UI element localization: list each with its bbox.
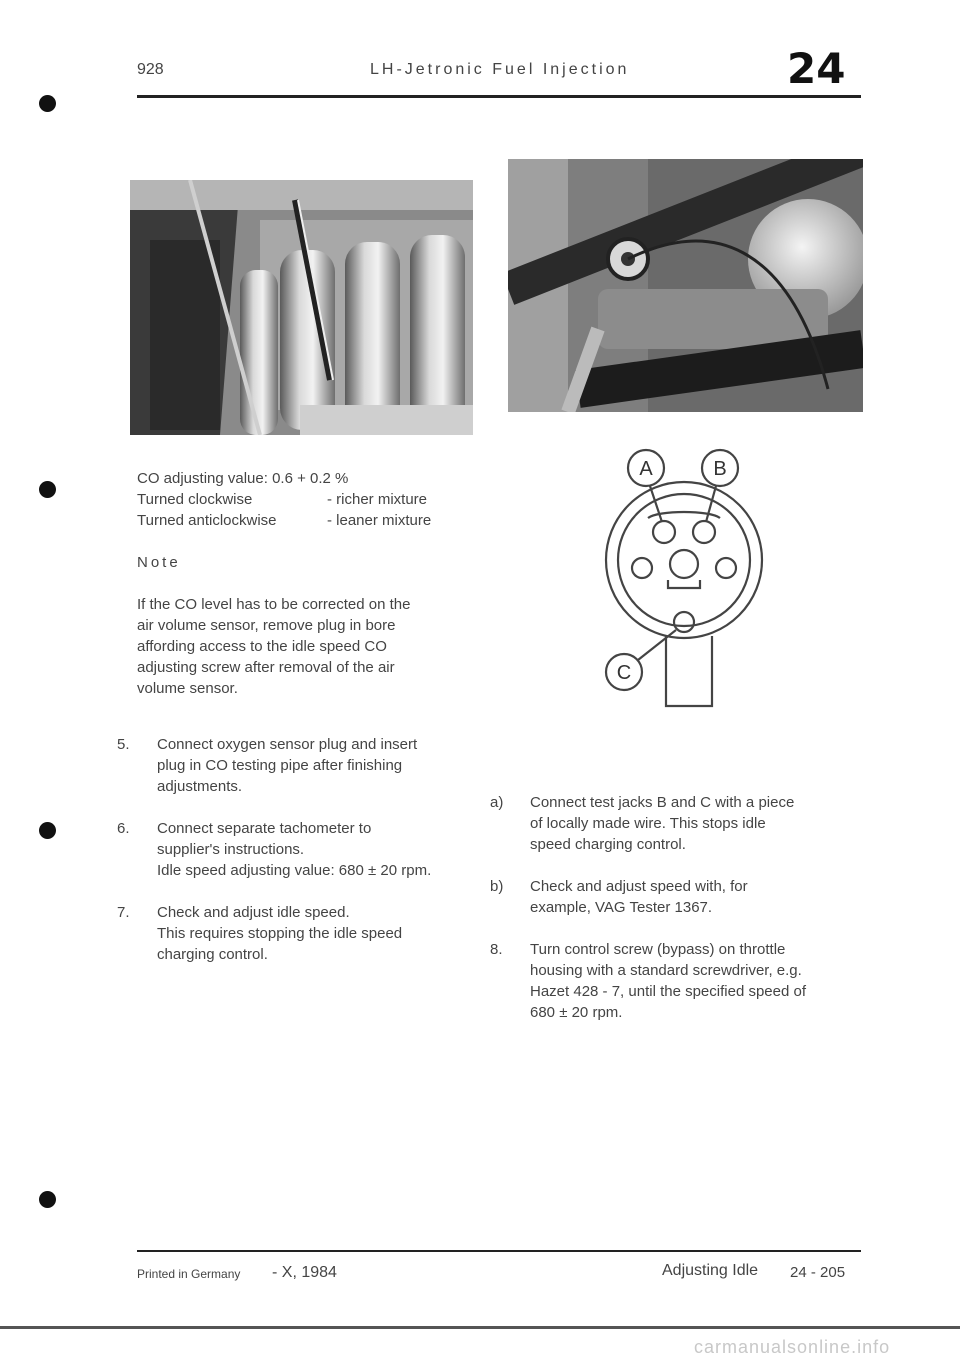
step-number: 5. — [117, 736, 130, 753]
key-notch — [668, 580, 700, 588]
punch-hole — [39, 481, 56, 498]
punch-hole — [39, 1191, 56, 1208]
step-line: adjustments. — [157, 778, 243, 795]
step-line: charging control. — [157, 946, 268, 963]
socket-b — [693, 521, 715, 543]
label-b: B — [713, 458, 727, 480]
step-line: of locally made wire. This stops idle — [530, 815, 766, 832]
step-line: Turn control screw (bypass) on throttle — [530, 941, 786, 958]
connector-outer-ring — [606, 482, 762, 638]
note-line: If the CO level has to be corrected on the — [137, 596, 411, 613]
model-number: 928 — [137, 61, 164, 78]
page-number: 24 - 205 — [790, 1264, 846, 1281]
turn-clockwise-label: Turned clockwise — [137, 491, 253, 508]
step-line: Check and adjust speed with, for — [530, 878, 748, 895]
note-line: air volume sensor, remove plug in bore — [137, 617, 396, 634]
step-number: 6. — [117, 820, 130, 837]
note-line: volume sensor. — [137, 680, 238, 697]
socket-a — [653, 521, 675, 543]
page-title: LH-Jetronic Fuel Injection — [370, 61, 630, 78]
punch-hole — [39, 822, 56, 839]
step-b — [490, 876, 870, 918]
edition: - X, 1984 — [272, 1264, 337, 1281]
connector-photo — [508, 159, 863, 412]
footer-rule — [137, 1250, 861, 1252]
punch-hole — [39, 95, 56, 112]
label-a: A — [639, 458, 653, 480]
step-line: Hazet 428 - 7, until the specified speed of — [530, 983, 807, 1000]
bottom-rule — [0, 1326, 960, 1329]
step-5 — [117, 734, 497, 797]
step-line: This requires stopping the idle speed — [157, 925, 403, 942]
chapter-number: 24 — [787, 44, 846, 93]
printed-in: Printed in Germany — [137, 1267, 241, 1281]
step-7 — [117, 902, 497, 965]
step-a — [490, 792, 870, 855]
step-6 — [117, 818, 497, 881]
step-number: 8. — [490, 941, 503, 958]
step-line: 680 ± 20 rpm. — [530, 1004, 623, 1021]
socket-center — [670, 550, 698, 578]
engine-intake-photo — [130, 180, 473, 435]
test-jack-diagram — [588, 440, 778, 712]
turn-anticlockwise-result: - leaner mixture — [327, 512, 432, 529]
connector-stem — [666, 636, 712, 706]
socket-c — [674, 612, 694, 632]
step-line: Connect oxygen sensor plug and insert — [157, 736, 418, 753]
step-line: Check and adjust idle speed. — [157, 904, 350, 921]
step-line: Idle speed adjusting value: 680 ± 20 rpm. — [157, 862, 432, 879]
step-line: housing with a standard screwdriver, e.g. — [530, 962, 802, 979]
step-number: 7. — [117, 904, 130, 921]
step-line: supplier's instructions. — [157, 841, 305, 858]
leader-b — [706, 486, 716, 522]
step-line: Connect separate tachometer to — [157, 820, 372, 837]
header-rule — [137, 95, 861, 98]
turn-anticlockwise-label: Turned anticlockwise — [137, 512, 277, 529]
step-8 — [490, 939, 870, 1023]
leader-c — [638, 630, 676, 660]
socket — [632, 558, 652, 578]
co-adjusting-value: CO adjusting value: 0.6 + 0.2 % — [137, 470, 349, 487]
note-line: affording access to the idle speed CO — [137, 638, 387, 655]
step-number: a) — [490, 794, 504, 811]
socket — [716, 558, 736, 578]
step-line: example, VAG Tester 1367. — [530, 899, 713, 916]
step-line: speed charging control. — [530, 836, 686, 853]
turn-clockwise-result: - richer mixture — [327, 491, 428, 508]
label-c: C — [616, 662, 632, 684]
step-line: plug in CO testing pipe after finishing — [157, 757, 403, 774]
step-line: Connect test jacks B and C with a piece — [530, 794, 795, 811]
watermark: carmanualsonline.info — [694, 1337, 891, 1357]
note-body — [137, 594, 477, 699]
step-number: b) — [490, 878, 504, 895]
note-line: adjusting screw after removal of the air — [137, 659, 395, 676]
note-heading: Note — [137, 554, 181, 571]
section-name: Adjusting Idle — [662, 1262, 759, 1279]
